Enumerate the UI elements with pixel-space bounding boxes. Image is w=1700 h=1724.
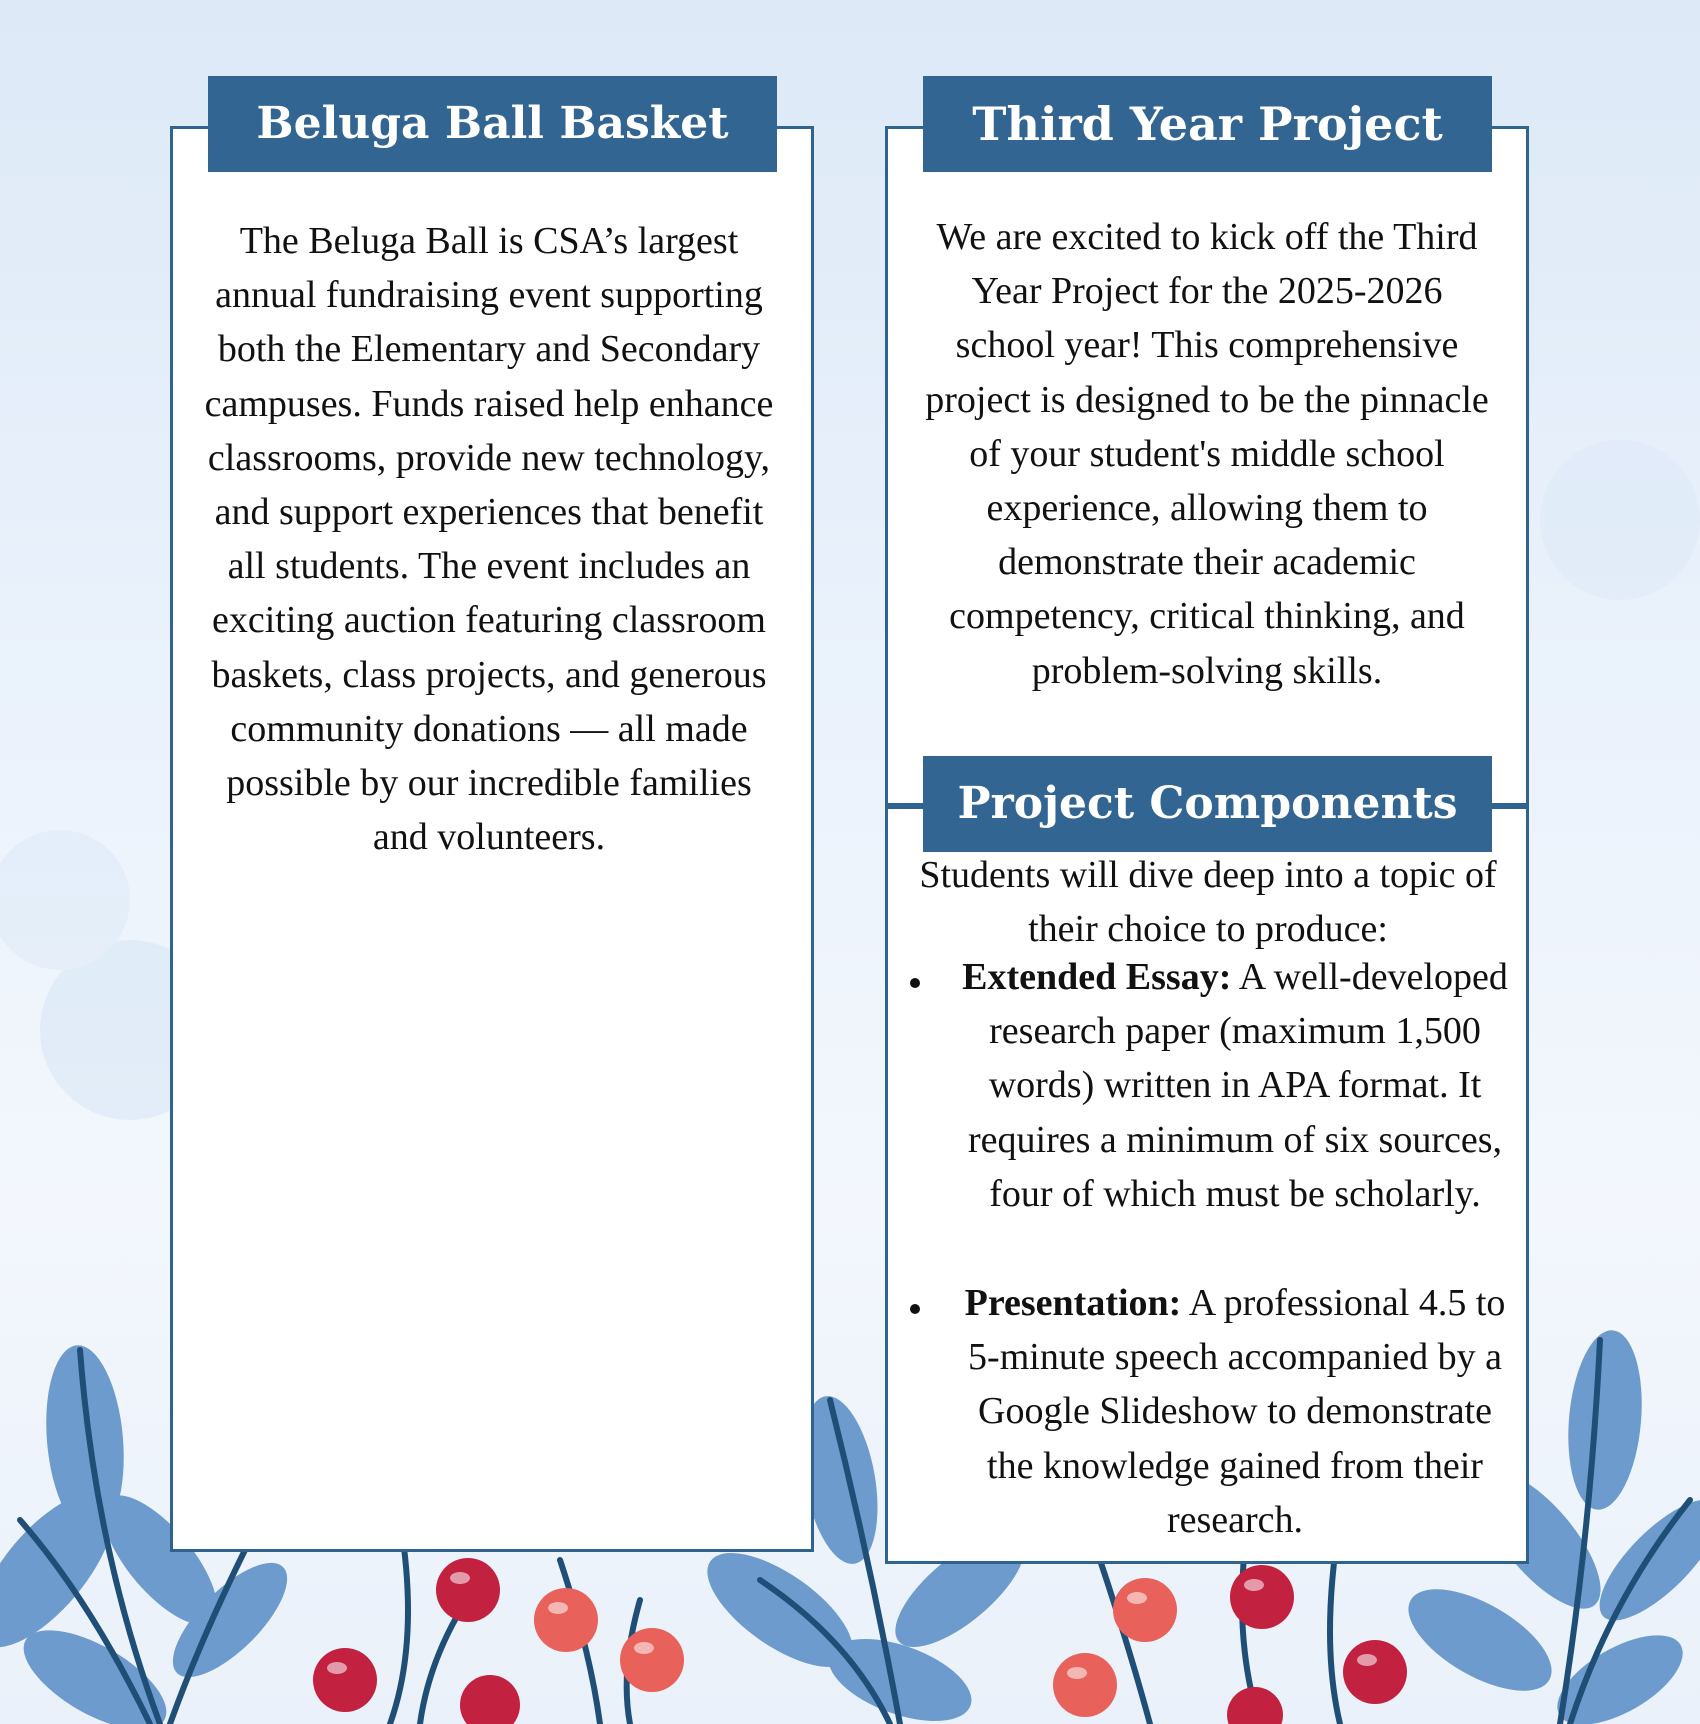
presentation-term: Presentation: bbox=[964, 1282, 1182, 1324]
third-year-project-title: Third Year Project bbox=[923, 76, 1492, 172]
list-item-presentation bbox=[900, 1282, 1520, 1562]
extended-essay-text: A well-developed research paper (maximum 1,500 words) written in APA format. It requires a minimum of six sources, four of which must be scholarly. bbox=[967, 956, 1508, 1215]
bullet-icon bbox=[910, 1304, 920, 1314]
beluga-ball-title: Beluga Ball Basket bbox=[208, 76, 777, 172]
presentation-text: A professional 4.5 to 5-minute speech accompanied by a Google Slideshow to demonstrate the knowledge gained from their research. bbox=[968, 1282, 1506, 1541]
project-components-intro: Students will dive deep into a topic of their choice to produce: bbox=[919, 854, 1497, 951]
project-components-title: Project Components bbox=[923, 756, 1492, 852]
project-components-list bbox=[900, 956, 1520, 1562]
list-item-extended-essay bbox=[900, 956, 1520, 1282]
beluga-ball-description: The Beluga Ball is CSA’s largest annual fundraising event supporting both the Elementary and Secondary campuses. Funds raised help enhance classrooms, provide new technology, and support experiences that benefit all students. The event includes an exciting auction featuring classroom baskets, class projects, and generous community donations — all made possible by our incredible families and volunteers. bbox=[204, 220, 774, 859]
bullet-icon bbox=[910, 978, 920, 988]
extended-essay-term: Extended Essay: bbox=[962, 956, 1232, 998]
third-year-project-description: We are excited to kick off the Third Year Project for the 2025-2026 school year! This comprehensive project is designed to be the pinnacle of your student's middle school experience, allowing them to demonstrate their academic competency, critical thinking, and problem-solving skills. bbox=[925, 216, 1489, 692]
